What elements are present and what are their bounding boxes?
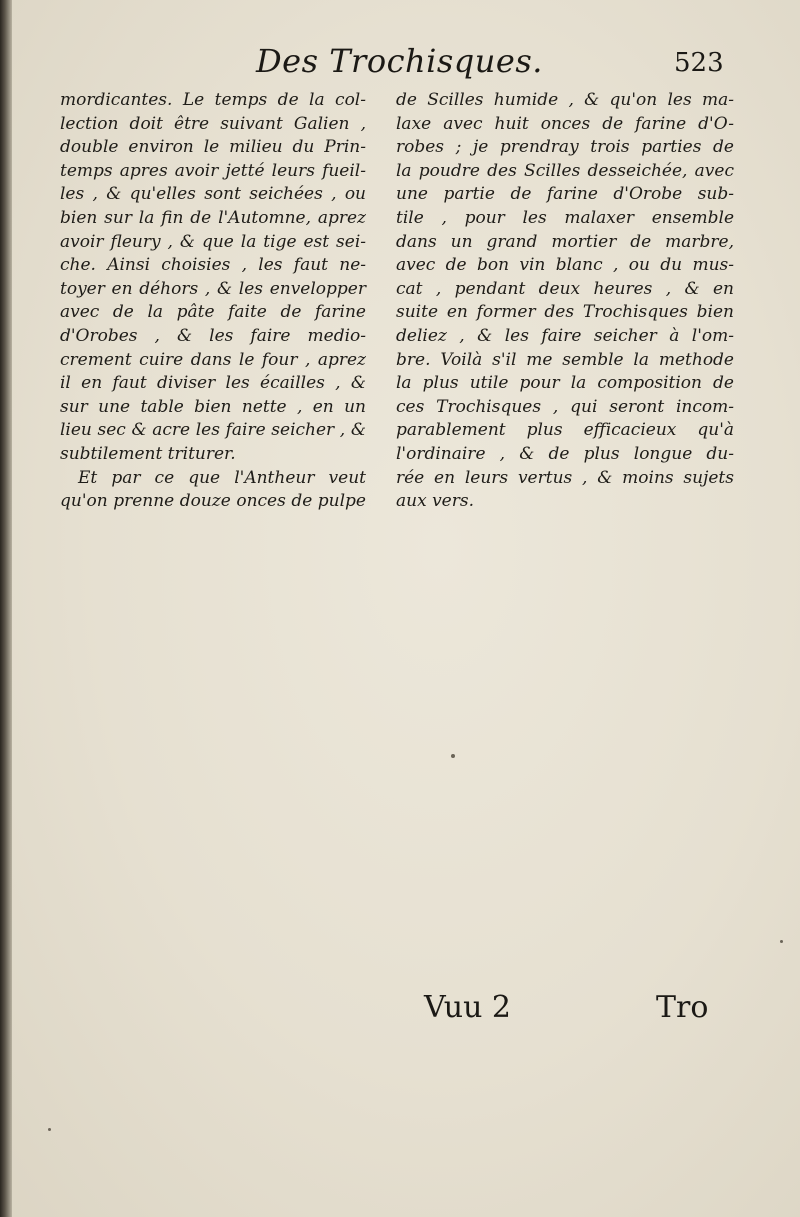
signature-mark: Vuu 2 xyxy=(424,990,512,1025)
page-number: 523 xyxy=(674,48,724,78)
text-line: crement cuire dans le four , aprez xyxy=(60,349,366,370)
text-line: robes ; je prendray trois parties de xyxy=(396,137,734,158)
paper-speck xyxy=(780,940,783,943)
text-line: Et par ce que l'Antheur veut xyxy=(78,467,366,488)
text-line: parablement plus efficacieux qu'à xyxy=(396,420,734,441)
text-line: subtilement triturer. xyxy=(60,443,236,464)
text-line: d'Orobes , & les faire medio- xyxy=(60,325,366,346)
text-line: ces Trochisques , qui seront incom- xyxy=(396,396,734,417)
text-line: avec de bon vin blanc , ou du mus- xyxy=(396,255,734,276)
text-line: che. Ainsi choisies , les faut ne- xyxy=(60,255,366,276)
text-line: mordicantes. Le temps de la col- xyxy=(60,90,366,110)
text-line: aux vers. xyxy=(396,491,474,512)
text-line: la plus utile pour la composition de xyxy=(396,373,734,394)
text-line: tile , pour les malaxer ensemble xyxy=(396,207,734,228)
text-line: une partie de farine d'Orobe sub- xyxy=(396,184,734,205)
paper-speck xyxy=(48,1128,51,1131)
text-line: l'ordinaire , & de plus longue du- xyxy=(396,443,734,464)
text-column-left xyxy=(60,89,366,514)
catchword: Tro xyxy=(656,990,709,1025)
text-line: bre. Voilà s'il me semble la methode xyxy=(396,349,734,370)
text-line: lieu sec & acre les faire seicher , & xyxy=(60,420,366,441)
text-line: temps apres avoir jetté leurs fueil- xyxy=(60,160,366,181)
text-line: laxe avec huit onces de farine d'O- xyxy=(396,113,734,134)
text-line: double environ le milieu du Prin- xyxy=(60,137,366,158)
text-line: cat , pendant deux heures , & en xyxy=(396,278,734,299)
text-column-right xyxy=(396,89,734,514)
text-line: avoir fleury , & que la tige est sei- xyxy=(60,231,366,252)
text-line: lection doit être suivant Galien , xyxy=(60,113,366,134)
text-line: sur une table bien nette , en un xyxy=(60,396,366,417)
text-line: avec de la pâte faite de farine xyxy=(60,302,366,323)
text-line: il en faut diviser les écailles , & xyxy=(60,373,366,394)
text-line: bien sur la fin de l'Automne, aprez xyxy=(60,207,366,228)
text-line: deliez , & les faire seicher à l'om- xyxy=(396,325,734,346)
text-line: toyer en déhors , & les envelopper xyxy=(60,278,366,299)
text-line: rée en leurs vertus , & moins sujets xyxy=(396,467,734,488)
text-line: suite en former des Trochisques bien xyxy=(396,302,734,323)
text-line: les , & qu'elles sont seichées , ou xyxy=(60,184,366,205)
text-line: la poudre des Scilles desseichée, avec xyxy=(396,160,734,181)
text-line: de Scilles humide , & qu'on les ma- xyxy=(396,90,734,110)
paper-speck xyxy=(451,754,455,758)
text-line: qu'on prenne douze onces de pulpe xyxy=(60,491,366,512)
text-line: dans un grand mortier de marbre, xyxy=(396,231,734,252)
page-gutter xyxy=(0,0,12,1217)
running-head-title: Des Trochisques. xyxy=(256,42,543,80)
